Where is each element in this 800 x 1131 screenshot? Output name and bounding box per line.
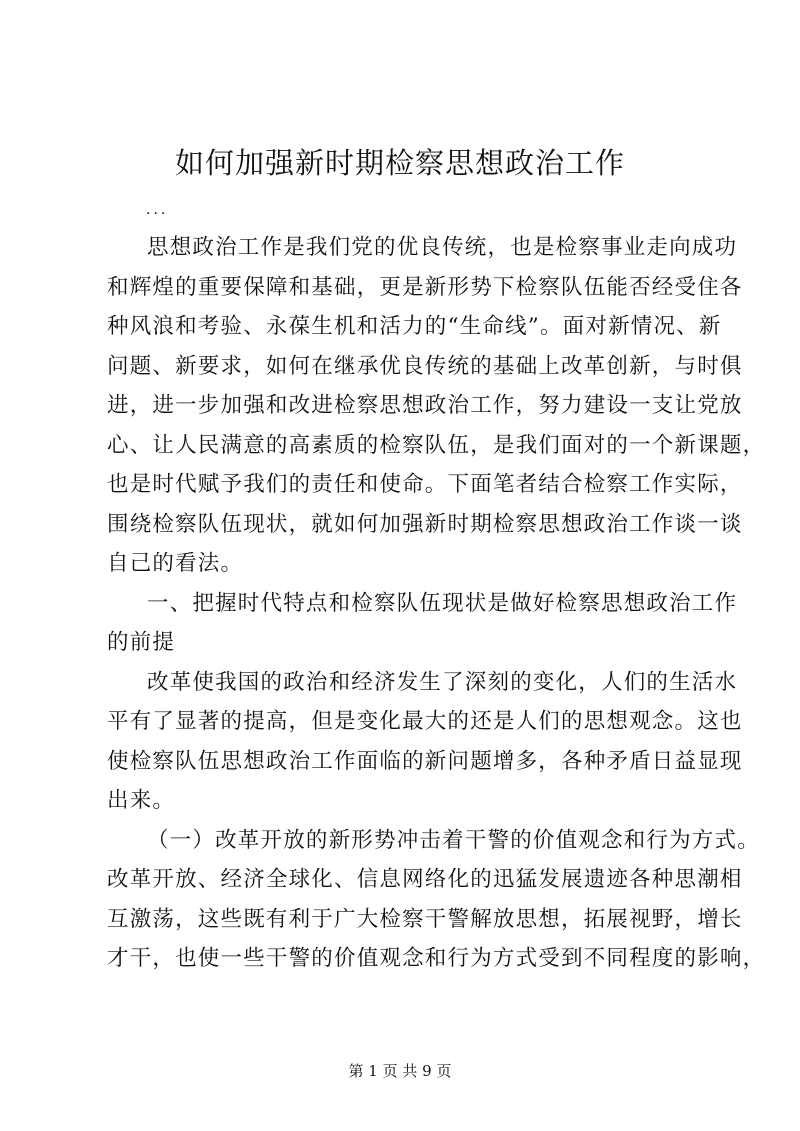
paragraph-line: 自己的看法。	[107, 551, 244, 576]
paragraph-line: 互激荡，这些既有利于广大检察干警解放思想，拓展视野，增长	[107, 906, 743, 932]
paragraph-line: 思想政治工作是我们党的优良传统，也是检察事业走向成功	[147, 235, 738, 260]
paragraph	[107, 584, 738, 663]
paragraph	[107, 821, 766, 979]
paragraph-line: 改革开放、经济全球化、信息网络化的迅猛发展遗迹各种思潮相	[107, 867, 743, 892]
paragraph-line: 使检察队伍思想政治工作面临的新问题增多，各种矛盾日益显现	[107, 748, 743, 774]
paragraph-line: 围绕检察队伍现状，就如何加强新时期检察思想政治工作谈一谈	[107, 511, 743, 537]
paragraph-line: 才干，也使一些干警的价值观念和行为方式受到不同程度的影响，	[107, 946, 766, 971]
paragraph-line: （一）改革开放的新形势冲击着干警的价值观念和行为方式。	[147, 827, 760, 853]
paragraph-line: 改革使我国的政治和经济发生了深刻的变化，人们的生活水	[147, 669, 738, 695]
paragraph	[107, 228, 766, 584]
paragraph-line: 也是时代赋予我们的责任和使命。下面笔者结合检察工作实际，	[107, 472, 743, 497]
paragraph-line: 进，进一步加强和改进检察思想政治工作，努力建设一支让党放	[107, 393, 743, 418]
document-body	[107, 228, 766, 979]
paragraph-line: 和辉煌的重要保障和基础，更是新形势下检察队伍能否经受住各	[107, 274, 743, 300]
paragraph-line: 出来。	[107, 788, 176, 813]
paragraph-line: 种风浪和考验、永葆生机和活力的“生命线”。面对新情况、新	[107, 314, 722, 339]
paragraph-line: 问题、新要求，如何在继承优良传统的基础上改革创新，与时俱	[107, 353, 743, 379]
page-footer: 第 1 页 共 9 页	[348, 1062, 452, 1080]
ellipsis-marker: ...	[146, 202, 169, 218]
paragraph-line: 一、把握时代特点和检察队伍现状是做好检察思想政治工作	[147, 590, 738, 616]
paragraph-line: 的前提	[107, 630, 176, 655]
document-title: 如何加强新时期检察思想政治工作	[174, 146, 625, 180]
paragraph-line: 心、让人民满意的高素质的检察队伍，是我们面对的一个新课题，	[107, 432, 766, 458]
paragraph-line: 平有了显著的提高，但是变化最大的还是人们的思想观念。这也	[107, 709, 743, 734]
paragraph	[107, 663, 743, 821]
